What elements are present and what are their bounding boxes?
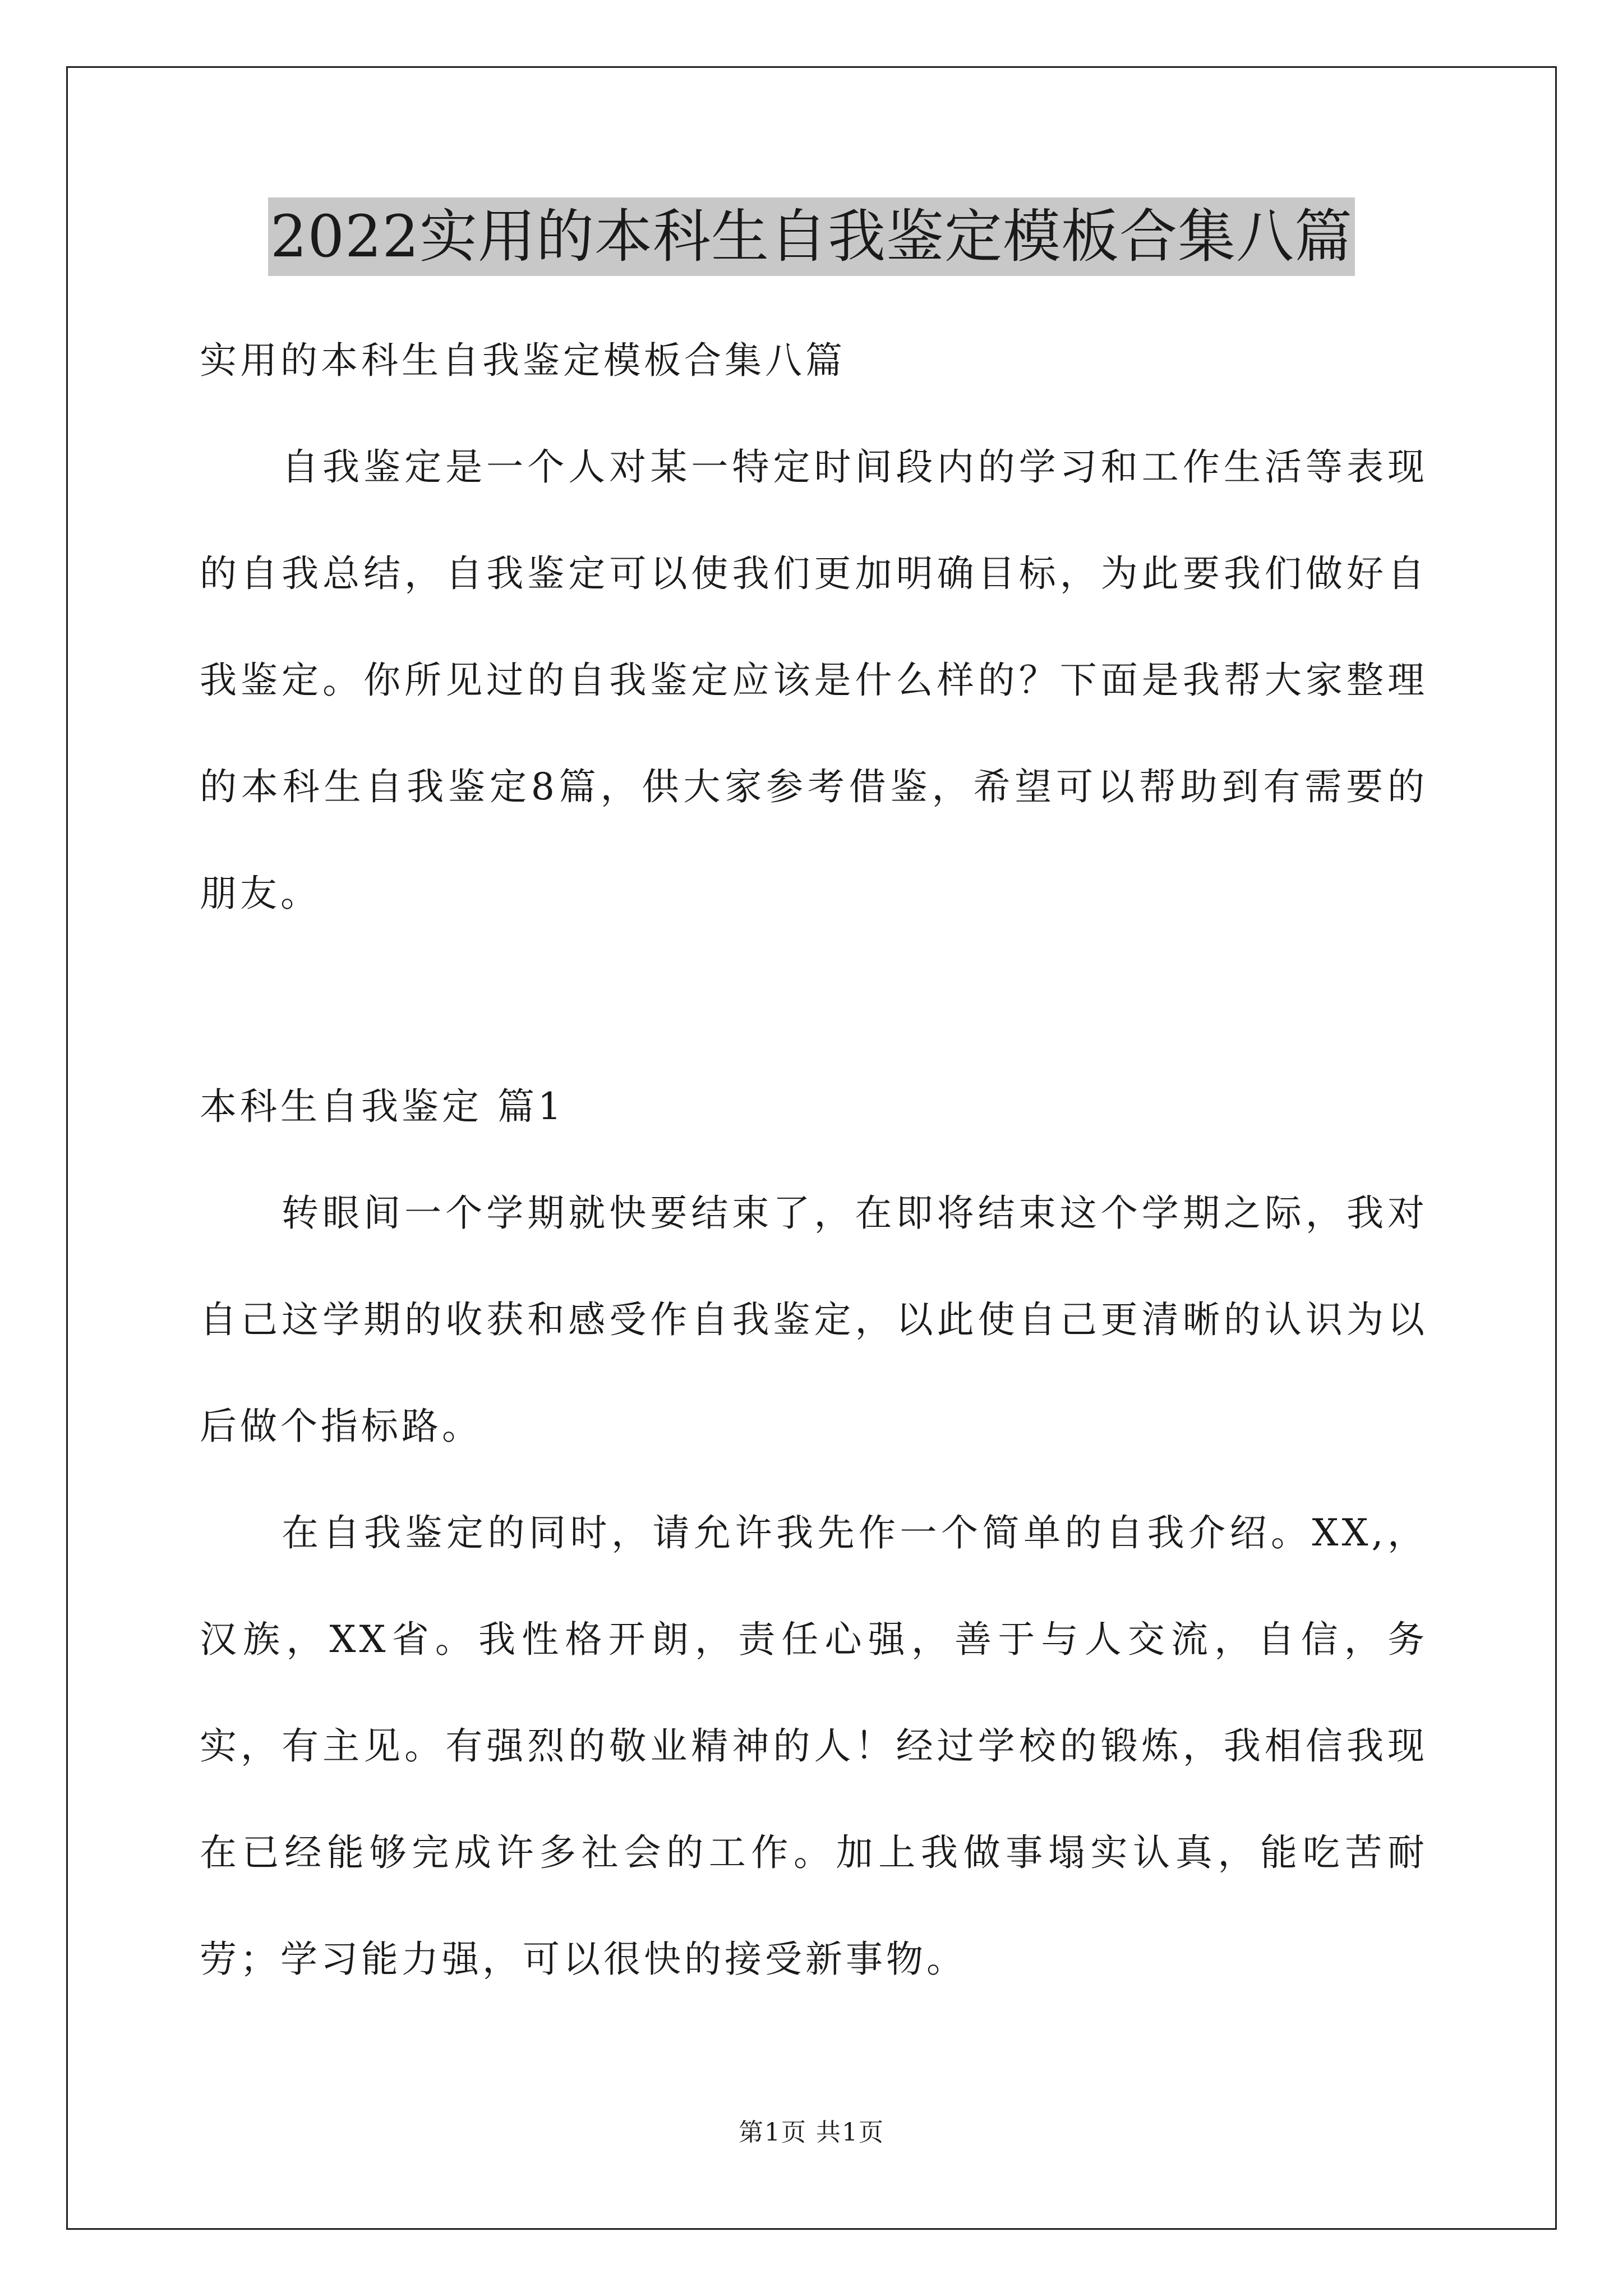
document-body bbox=[200, 307, 1428, 2013]
section-heading: 本科生自我鉴定 篇1 bbox=[200, 1085, 565, 1128]
section-paragraph: 转眼间一个学期就快要结束了，在即将结束这个学期之际，我对自己这学期的收获和感受作自我鉴定，以此使自己更清晰的认识为以后做个指标路。 bbox=[200, 1191, 1428, 1448]
document-title: 2022实用的本科生自我鉴定模板合集八篇 bbox=[268, 197, 1355, 276]
intro-paragraph: 自我鉴定是一个人对某一特定时间段内的学习和工作生活等表现的自我总结，自我鉴定可以使我们更加明确目标，为此要我们做好自我鉴定。你所见过的自我鉴定应该是什么样的？下面是我帮大家整理的本科生自我鉴定8篇，供大家参考借鉴，希望可以帮助到有需要的朋友。 bbox=[200, 445, 1428, 915]
section-paragraph: 在自我鉴定的同时，请允许我先作一个简单的自我介绍。XX,，汉族，XX省。我性格开朗，责任心强，善于与人交流，自信，务实，有主见。有强烈的敬业精神的人！经过学校的锻炼，我相信我现在已经能够完成许多社会的工作。加上我做事塌实认真，能吃苦耐劳；学习能力强，可以很快的接受新事物。 bbox=[200, 1511, 1428, 1981]
page-footer: 第1页 共1页 bbox=[739, 2118, 884, 2147]
document-subtitle: 实用的本科生自我鉴定模板合集八篇 bbox=[200, 339, 846, 382]
title-container bbox=[0, 197, 1623, 276]
section-spacer bbox=[200, 947, 1428, 1053]
